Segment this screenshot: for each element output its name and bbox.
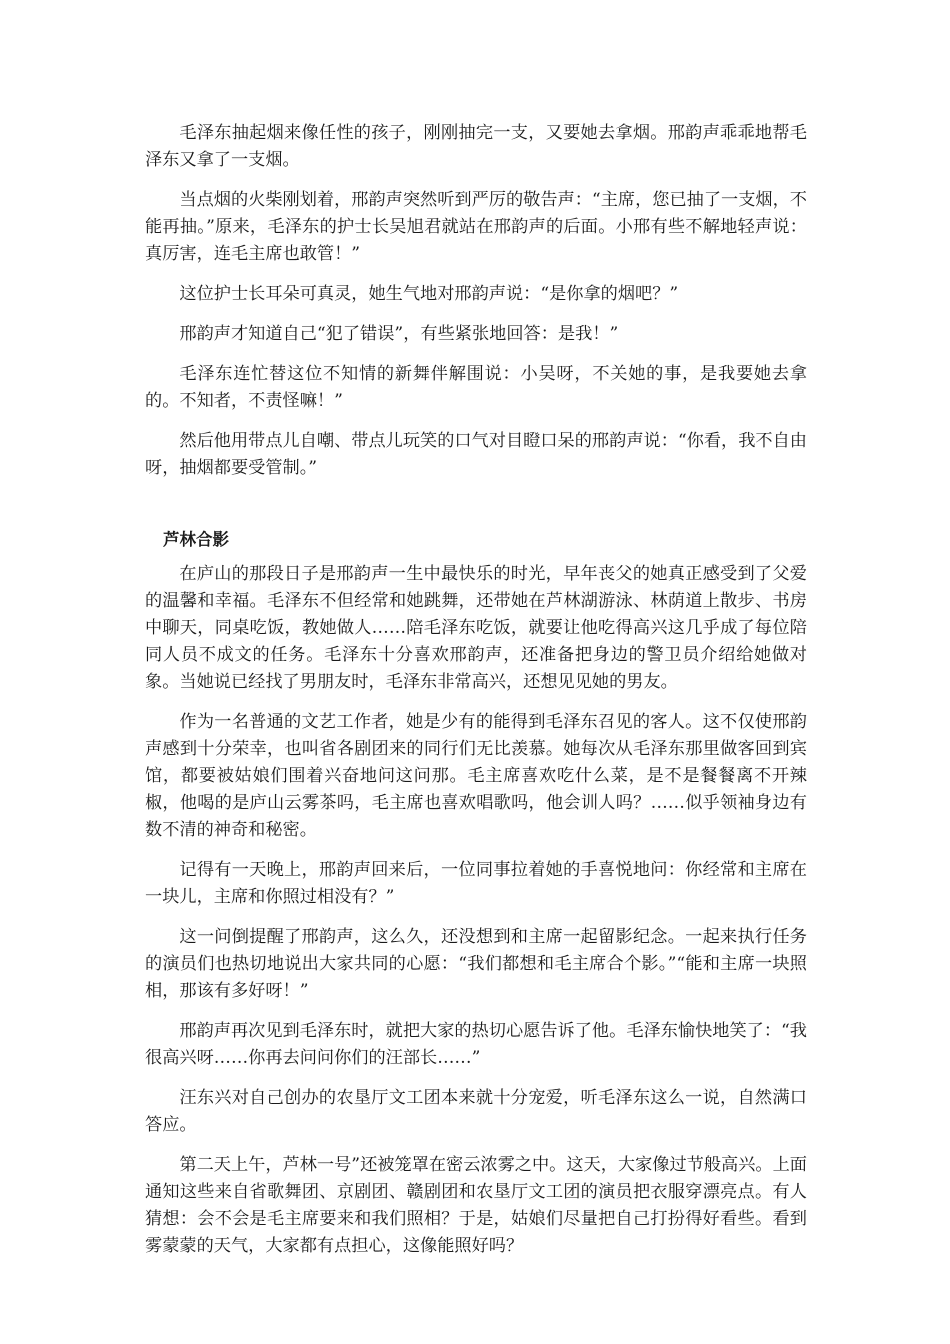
- paragraph: 这位护士长耳朵可真灵，她生气地对邢韵声说：“是你拿的烟吧？”: [179, 284, 679, 304]
- section-heading: 芦林合影: [163, 530, 229, 549]
- paragraph: 在庐山的那段日子是邢韵声一生中最快乐的时光，早年丧父的她真正感受到了父爱的温馨和幸福。毛泽东不但经常和她跳舞，还带她在芦林湖游泳、林荫道上散步、书房中聊天，同桌吃饭，教她做人……陪毛泽东吃饭，就要让他吃得高兴这几乎成了每位陪同人员不成文的任务。毛泽东十分喜欢邢韵声，还准备把身边的警卫员介绍给她做对象。当她说已经找了男朋友时，毛泽东非常高兴，还想见见她的男友。: [145, 564, 807, 692]
- paragraph: 当点烟的火柴刚划着，邢韵声突然听到严厉的敬告声：“主席，您已抽了一支烟，不能再抽。”原来，毛泽东的护士长吴旭君就站在邢韵声的后面。小邢有些不解地轻声说：真厉害，连毛主席也敢管！”: [145, 190, 807, 264]
- paragraph: 毛泽东抽起烟来像任性的孩子，刚刚抽完一支，又要她去拿烟。邢韵声乖乖地帮毛泽东又拿了一支烟。: [145, 123, 807, 170]
- paragraph: 记得有一天晚上，邢韵声回来后，一位同事拉着她的手喜悦地问：你经常和主席在一块儿，主席和你照过相没有？”: [145, 860, 807, 907]
- paragraph: 第二天上午，芦林一号”还被笼罩在密云浓雾之中。这天，大家像过节般高兴。上面通知这些来自省歌舞团、京剧团、赣剧团和农垦厅文工团的演员把衣服穿漂亮点。有人猜想：会不会是毛主席要来和我们照相？于是，姑娘们尽量把自己打扮得好看些。看到雾蒙蒙的天气，大家都有点担心，这像能照好吗？: [145, 1155, 807, 1256]
- paragraph: 毛泽东连忙替这位不知情的新舞伴解围说：小吴呀，不关她的事，是我要她去拿的。不知者，不责怪嘛！”: [145, 364, 807, 411]
- paragraph: 汪东兴对自己创办的农垦厅文工团本来就十分宠爱，听毛泽东这么一说，自然满口答应。: [145, 1088, 807, 1135]
- paragraph: 然后他用带点儿自嘲、带点儿玩笑的口气对目瞪口呆的邢韵声说：“你看，我不自由呀，抽烟都要受管制。”: [145, 431, 807, 478]
- paragraph: 这一问倒提醒了邢韵声，这么久，还没想到和主席一起留影纪念。一起来执行任务的演员们也热切地说出大家共同的心愿：“我们都想和毛主席合个影。”“能和主席一块照相，那该有多好呀！”: [145, 927, 807, 1001]
- paragraph: 邢韵声再次见到毛泽东时，就把大家的热切心愿告诉了他。毛泽东愉快地笑了：“我很高兴呀……你再去问问你们的汪部长……”: [145, 1021, 807, 1068]
- paragraph: 作为一名普通的文艺工作者，她是少有的能得到毛泽东召见的客人。这不仅使邢韵声感到十分荣幸，也叫省各剧团来的同行们无比羡慕。她每次从毛泽东那里做客回到宾馆，都要被姑娘们围着兴奋地问这问那。毛主席喜欢吃什么菜，是不是餐餐离不开辣椒，他喝的是庐山云雾茶吗，毛主席也喜欢唱歌吗，他会训人吗？……似乎领袖身边有数不清的神奇和秘密。: [145, 712, 807, 840]
- paragraph: 邢韵声才知道自己“犯了错误”，有些紧张地回答：是我！”: [179, 324, 619, 344]
- document-page: [145, 120, 807, 1273]
